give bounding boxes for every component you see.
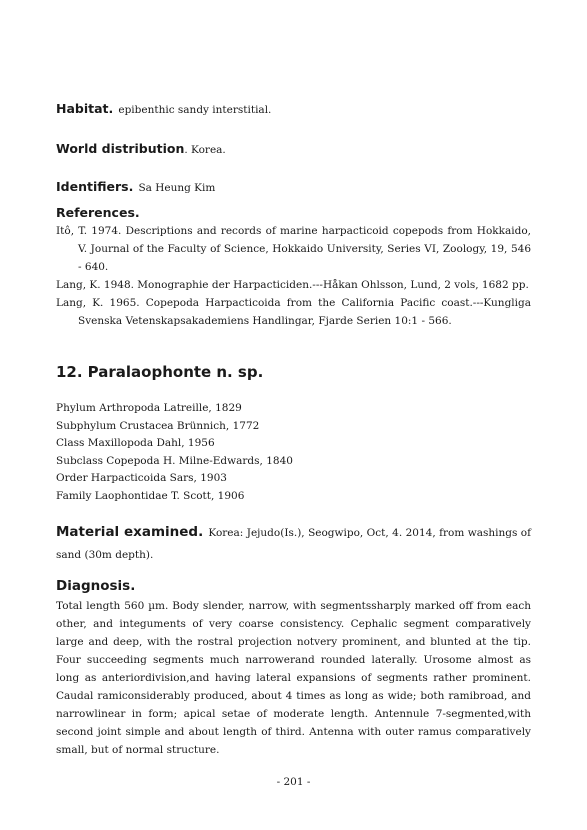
reference-item: Lang, K. 1948. Monographie der Harpacticiden.---Håkan Ohlsson, Lund, 2 vols, 1682 pp. xyxy=(56,279,529,291)
world-distribution-value: . Korea. xyxy=(184,144,226,156)
material-value: Korea: Jejudo(Is.), Seogwipo, Oct, 4. 2014, from washings of sand (30m depth). xyxy=(56,527,531,561)
taxonomy-line: Order Harpacticoida Sars, 1903 xyxy=(56,472,227,485)
world-distribution-line xyxy=(56,138,531,157)
references-heading: References. xyxy=(56,205,140,220)
taxonomy-line: Phylum Arthropoda Latreille, 1829 xyxy=(56,402,242,414)
material-examined xyxy=(56,521,531,565)
world-distribution-label: World distribution xyxy=(56,141,185,156)
reference-item: Itô, T. 1974. Descriptions and records of marine harpacticoid copepods from Hokkaido, V. Journal of the Faculty of Science, Hokkaido University, Series VI, Zoology, 19, 546 - 640. xyxy=(56,225,531,273)
identifiers-label: Identifiers. xyxy=(56,179,134,194)
reference-item: Lang, K. 1965. Copepoda Harpacticoida from the California Pacific coast.---Kungliga Svenska Vetenskapsakademiens Handlingar, Fjarde Serien 10:1 - 566. xyxy=(56,297,531,327)
identifiers-value: Sa Heung Kim xyxy=(138,182,216,194)
habitat-label: Habitat. xyxy=(56,101,114,116)
taxonomy-line: Subphylum Crustacea Brünnich, 1772 xyxy=(56,419,260,432)
identifiers-line xyxy=(56,176,531,195)
diagnosis-heading: Diagnosis. xyxy=(56,578,136,594)
habitat-value: epibenthic sandy interstitial. xyxy=(118,104,272,116)
material-label: Material examined. xyxy=(56,524,204,540)
references-section xyxy=(56,205,531,330)
species-number: 12. xyxy=(56,363,83,381)
diagnosis-section xyxy=(56,578,531,759)
page-number: - 201 - xyxy=(276,776,311,788)
taxonomy-line: Class Maxillopoda Dahl, 1956 xyxy=(56,437,215,450)
taxonomy-line: Family Laophontidae T. Scott, 1906 xyxy=(56,489,245,502)
taxonomy-list xyxy=(56,400,531,506)
diagnosis-text: Total length 560 µm. Body slender, narrow, with segmentssharply marked off from each other, and integuments of very coarse consistency. Cephalic segment comparatively large and deep, with the rostral projection notvery prominent, and blunted at the tip. Four succeeding segments much narrowerand rounded laterally. Urosome almost as long as anteriordivision,and having lateral expansions of segments rather prominent. Caudal ramiconsiderably produced, about 4 times as long as wide; both ramibroad, and narrowlinear in form; apical setae of moderate length. Antennule 7-segmented,with second joint simple and about length of third. Antenna with outer ramus comparatively small, but of normal structure. xyxy=(56,600,531,756)
taxonomy-line: Subclass Copepoda H. Milne-Edwards, 1840 xyxy=(56,454,293,467)
habitat-line xyxy=(56,98,531,117)
species-title xyxy=(56,362,531,381)
species-suffix: n. sp. xyxy=(216,363,264,381)
species-genus: Paralaophonte xyxy=(87,363,212,381)
